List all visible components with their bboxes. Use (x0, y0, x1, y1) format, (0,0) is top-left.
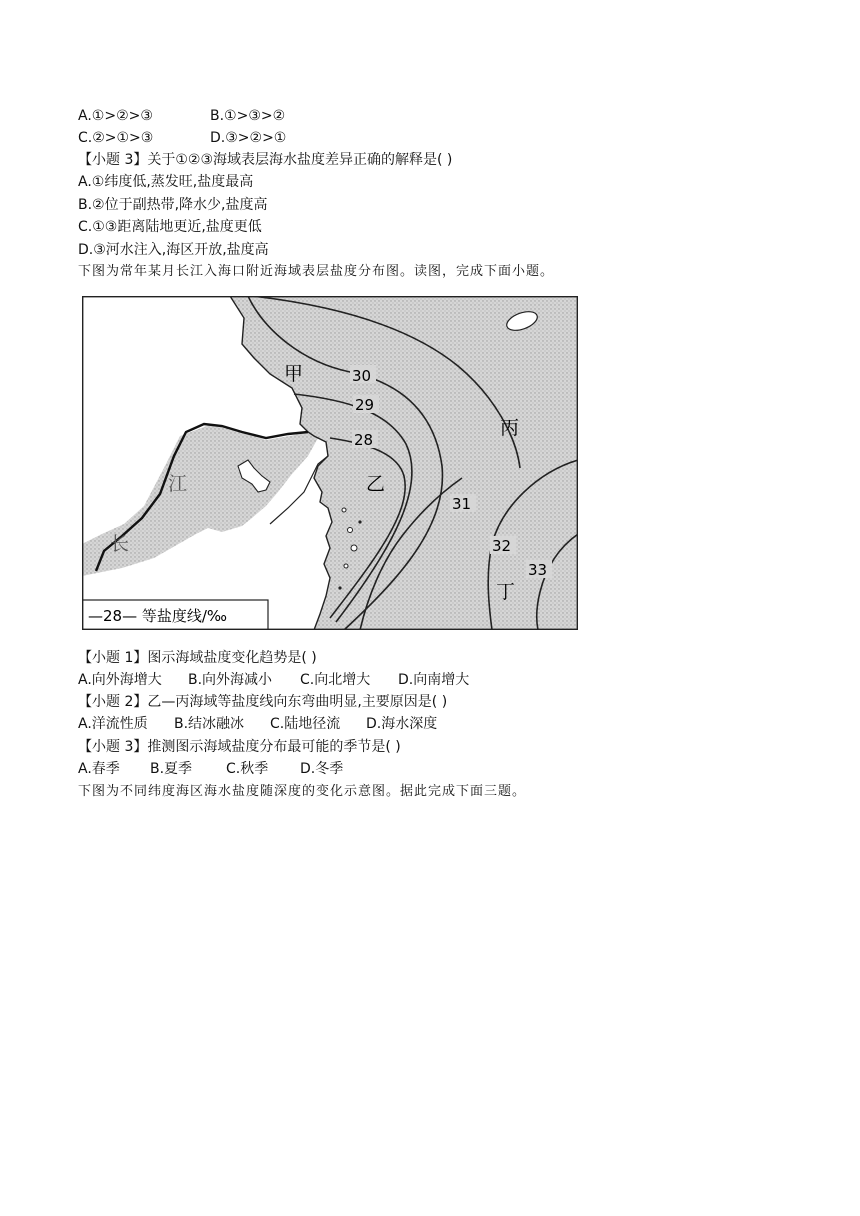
question-stem: 【小题 3】关于①②③海域表层海水盐度差异正确的解释是( ) (78, 152, 453, 168)
option-d: D.海水深度 (366, 716, 438, 732)
isohaline-label-33: 33 (528, 561, 548, 579)
question-stem: 【小题 1】图示海域盐度变化趋势是( ) (78, 650, 317, 666)
option-a: A.向外海增大 (78, 672, 162, 688)
label-bing: 丙 (500, 417, 520, 439)
figure-intro: 下图为不同纬度海区海水盐度随深度的变化示意图。据此完成下面三题。 (78, 784, 527, 799)
label-ding: 丁 (496, 581, 516, 603)
label-jia: 甲 (284, 363, 304, 385)
label-yi: 乙 (366, 473, 386, 495)
isohaline-label-31: 31 (452, 495, 472, 513)
option-d: D.向南增大 (398, 672, 470, 688)
option-a: A.①纬度低,蒸发旺,盐度最高 (78, 174, 254, 190)
option-b: B.结冰融冰 (174, 716, 245, 732)
figure-intro: 下图为常年某月长江入海口附近海域表层盐度分布图。读图，完成下面小题。 (78, 264, 555, 279)
salinity-map (82, 296, 578, 630)
option-b: B.夏季 (150, 761, 193, 777)
option-c: C.①③距离陆地更近,盐度更低 (78, 219, 262, 235)
isohaline-label-32: 32 (492, 537, 512, 555)
isohaline-label-29: 29 (355, 396, 375, 414)
option-d: D.冬季 (300, 761, 344, 777)
option-b: B.向外海减小 (188, 672, 273, 688)
option-c: C.向北增大 (300, 672, 371, 688)
option-d: D.③>②>① (210, 130, 287, 146)
option-c: C.秋季 (226, 761, 269, 777)
isohaline-label-28: 28 (354, 431, 374, 449)
option-a: A.洋流性质 (78, 716, 148, 732)
isohaline-label-30: 30 (352, 367, 372, 385)
map-legend: —28— 等盐度线/‰ (88, 607, 228, 625)
option-a: A.①>②>③ (78, 108, 153, 124)
option-b: B.①>③>② (210, 108, 286, 124)
option-d: D.③河水注入,海区开放,盐度高 (78, 242, 269, 258)
option-a: A.春季 (78, 761, 120, 777)
question-stem: 【小题 3】推测图示海域盐度分布最可能的季节是( ) (78, 739, 401, 755)
option-c: C.陆地径流 (270, 716, 341, 732)
question-stem: 【小题 2】乙—丙海域等盐度线向东弯曲明显,主要原因是( ) (78, 694, 448, 710)
option-b: B.②位于副热带,降水少,盐度高 (78, 197, 268, 213)
label-chang: 长 (110, 533, 130, 555)
option-c: C.②>①>③ (78, 130, 154, 146)
label-jiang: 江 (168, 473, 188, 495)
